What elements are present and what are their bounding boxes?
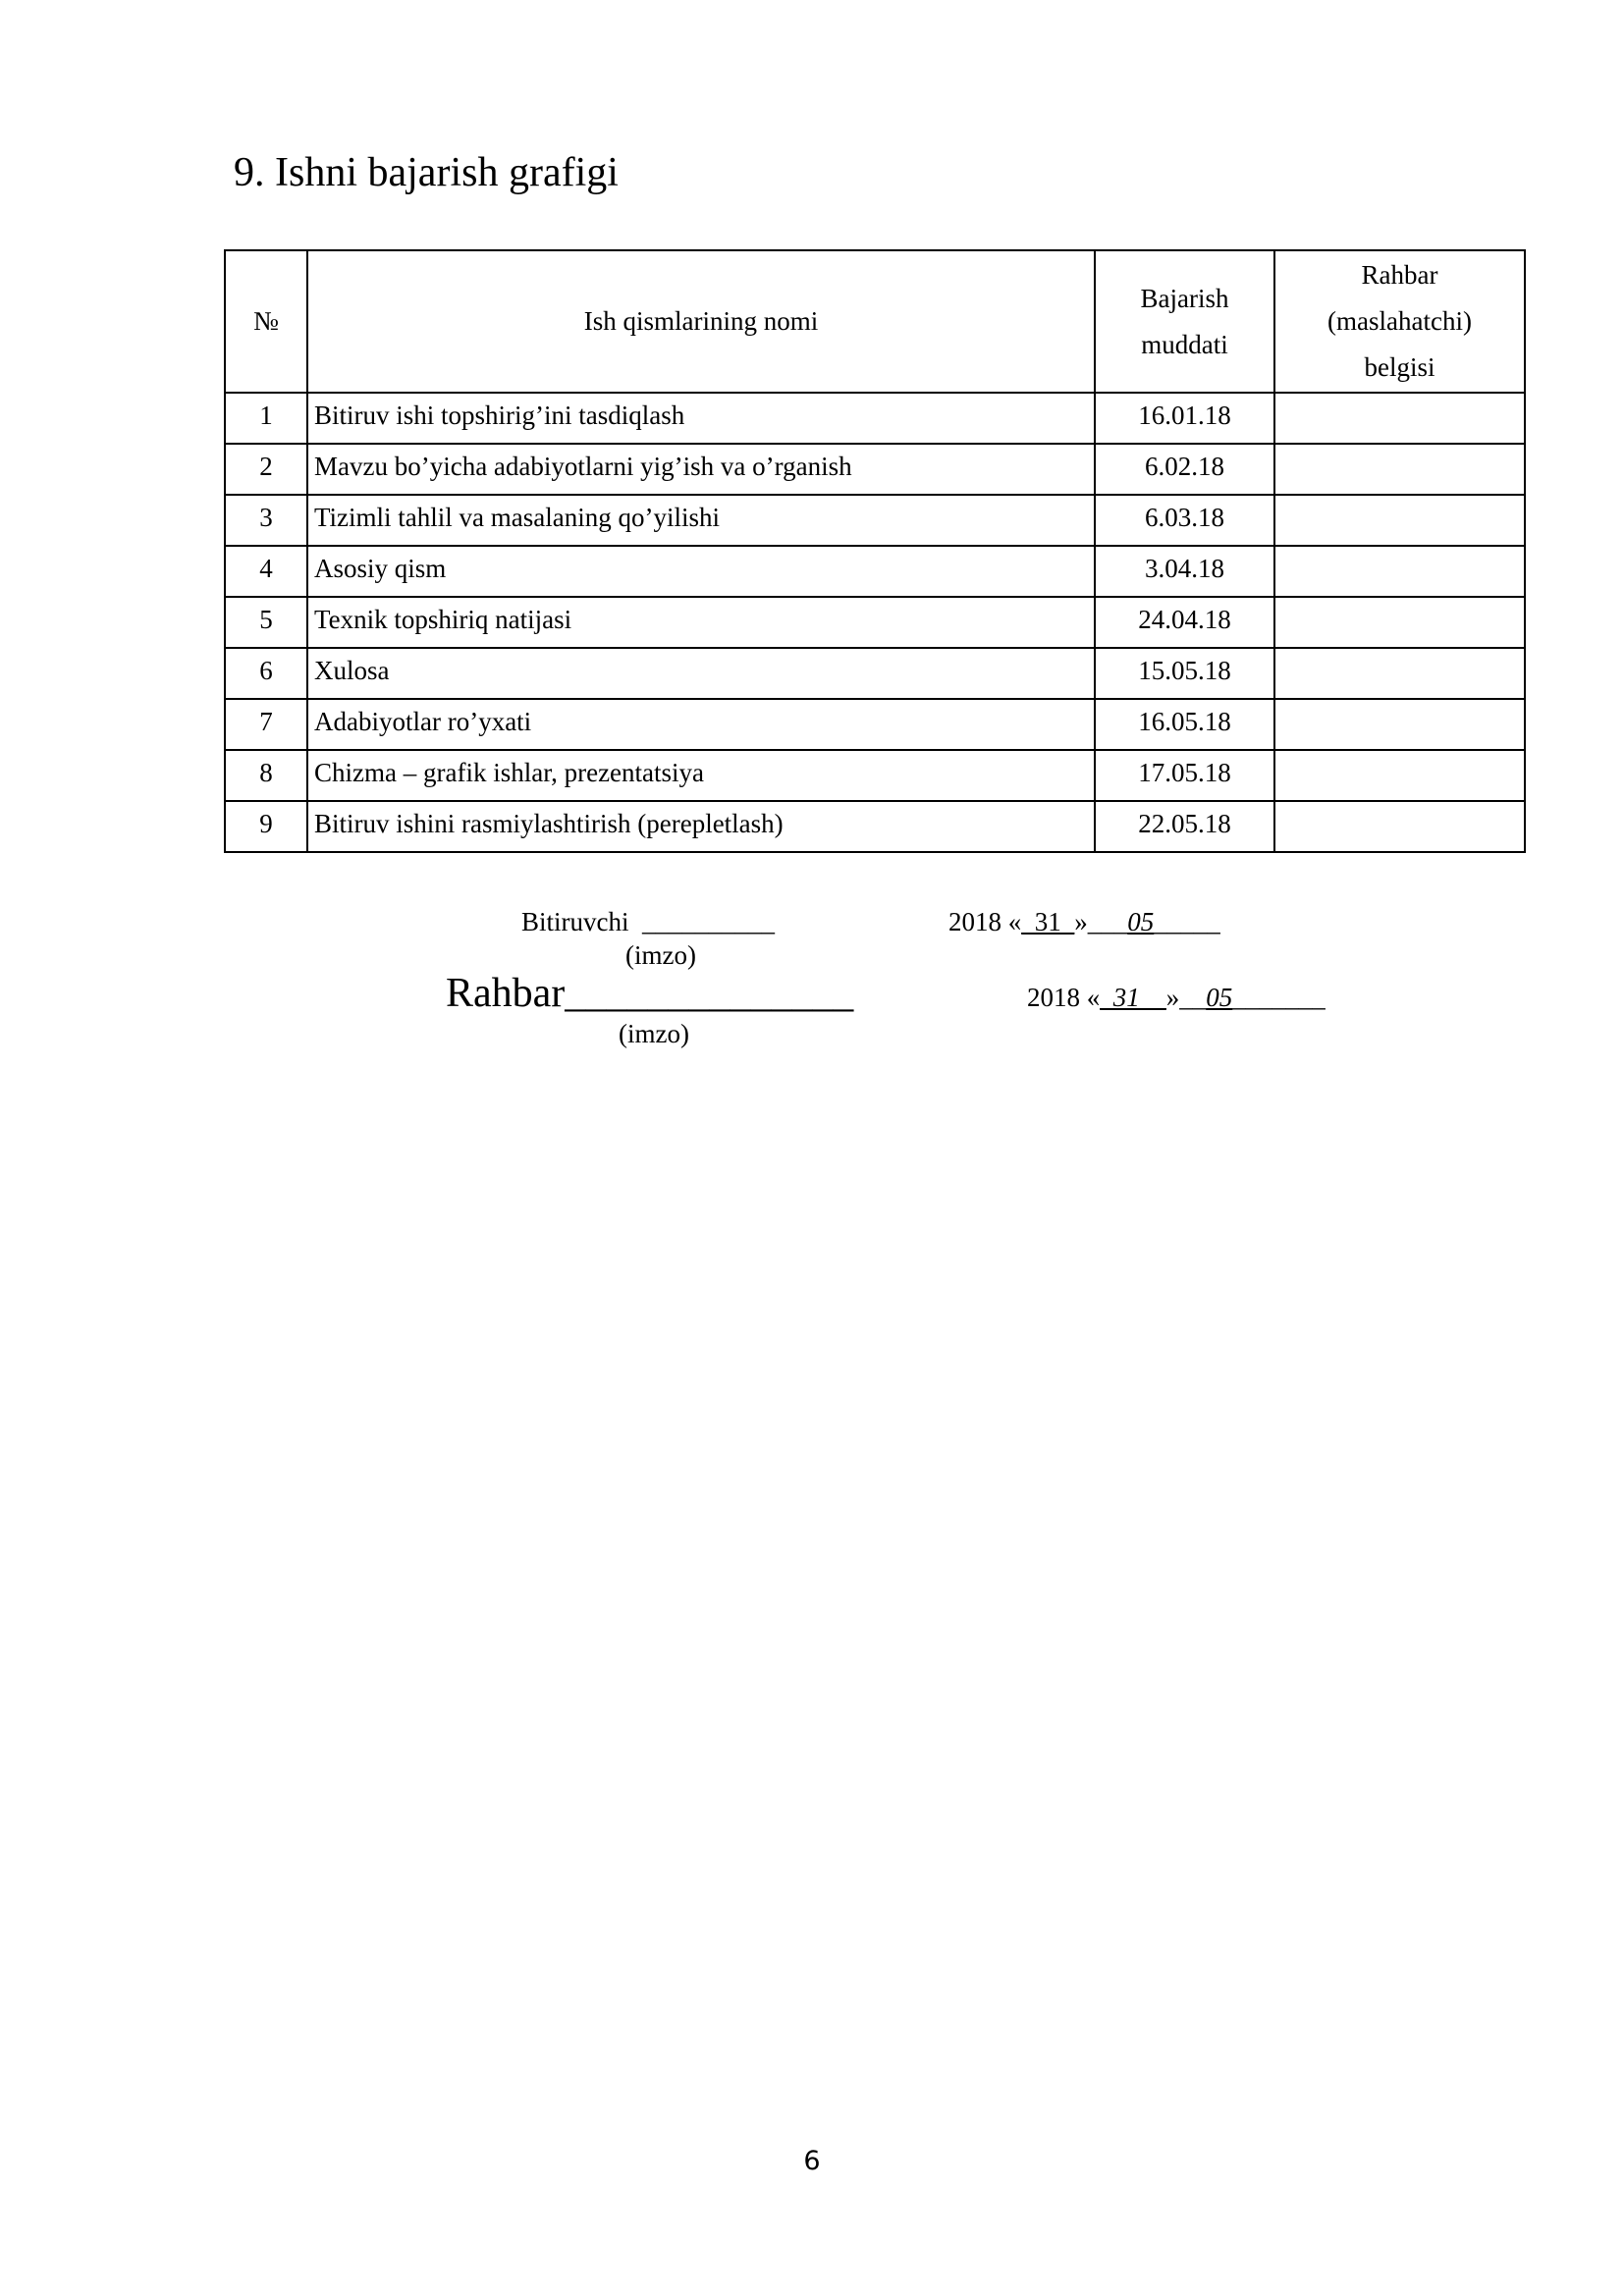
row-advisor-sign	[1274, 444, 1525, 495]
row-advisor-sign	[1274, 495, 1525, 546]
row-number: 3	[225, 495, 307, 546]
header-sign-line-1: Rahbar	[1361, 260, 1438, 290]
row-task-name: Xulosa	[307, 648, 1095, 699]
row-task-name: Bitiruv ishini rasmiylashtirish (perepletlash)	[307, 801, 1095, 852]
header-sign-line-2: (maslahatchi)	[1327, 306, 1472, 336]
row-number: 6	[225, 648, 307, 699]
row-deadline: 15.05.18	[1095, 648, 1274, 699]
row-deadline: 16.01.18	[1095, 393, 1274, 444]
row-task-name: Tizimli tahlil va masalaning qo’yilishi	[307, 495, 1095, 546]
row-task-name: Asosiy qism	[307, 546, 1095, 597]
schedule-table	[224, 249, 1526, 853]
table-row	[225, 801, 1525, 852]
student-imzo-label: (imzo)	[625, 940, 696, 970]
row-deadline: 22.05.18	[1095, 801, 1274, 852]
row-advisor-sign	[1274, 750, 1525, 801]
row-deadline: 3.04.18	[1095, 546, 1274, 597]
row-number: 5	[225, 597, 307, 648]
table-row	[225, 444, 1525, 495]
row-deadline: 17.05.18	[1095, 750, 1274, 801]
advisor-date	[1027, 983, 1326, 1013]
row-advisor-sign	[1274, 648, 1525, 699]
row-deadline: 24.04.18	[1095, 597, 1274, 648]
advisor-date-month: 05	[1206, 983, 1233, 1012]
page-number: 6	[803, 2146, 821, 2176]
header-sign-line-3: belgisi	[1364, 352, 1435, 382]
student-date-year: 2018 «	[948, 907, 1022, 936]
row-task-name: Chizma – grafik ishlar, prezentatsiya	[307, 750, 1095, 801]
row-number: 8	[225, 750, 307, 801]
header-advisor-sign	[1274, 250, 1525, 393]
row-deadline: 6.02.18	[1095, 444, 1274, 495]
student-date-month: 05	[1127, 907, 1155, 936]
student-signature-line	[521, 907, 775, 937]
row-task-name: Bitiruv ishi topshirig’ini tasdiqlash	[307, 393, 1095, 444]
student-signature-blank: __________	[642, 907, 775, 936]
header-deadline-line-2: muddati	[1141, 329, 1228, 359]
row-task-name: Mavzu bo’yicha adabiyotlarni yig’ish va o’rganish	[307, 444, 1095, 495]
table-row	[225, 648, 1525, 699]
student-date-mid: »___	[1074, 907, 1128, 936]
table-row	[225, 495, 1525, 546]
header-number: №	[225, 250, 307, 393]
table-row	[225, 546, 1525, 597]
row-deadline: 6.03.18	[1095, 495, 1274, 546]
header-name: Ish qismlarining nomi	[307, 250, 1095, 393]
row-advisor-sign	[1274, 801, 1525, 852]
advisor-date-end: _______	[1232, 983, 1326, 1012]
table-row	[225, 597, 1525, 648]
row-number: 1	[225, 393, 307, 444]
header-deadline-line-1: Bajarish	[1140, 283, 1229, 313]
advisor-imzo-label: (imzo)	[619, 1019, 689, 1048]
header-deadline	[1095, 250, 1274, 393]
advisor-date-mid: »__	[1165, 983, 1207, 1012]
row-advisor-sign	[1274, 393, 1525, 444]
student-label: Bitiruvchi	[521, 907, 629, 936]
student-date	[948, 907, 1220, 937]
table-row	[225, 699, 1525, 750]
row-task-name: Adabiyotlar ro’yxati	[307, 699, 1095, 750]
advisor-date-day: _31__	[1100, 983, 1166, 1012]
table-header-row	[225, 250, 1525, 393]
advisor-date-year: 2018 «	[1027, 983, 1101, 1012]
table-row	[225, 393, 1525, 444]
page-title: 9. Ishni bajarish grafigi	[234, 150, 619, 195]
row-number: 9	[225, 801, 307, 852]
student-date-day: _31_	[1021, 907, 1075, 936]
row-advisor-sign	[1274, 699, 1525, 750]
row-task-name: Texnik topshiriq natijasi	[307, 597, 1095, 648]
row-deadline: 16.05.18	[1095, 699, 1274, 750]
row-advisor-sign	[1274, 546, 1525, 597]
row-number: 7	[225, 699, 307, 750]
advisor-signature-blank: ______________	[565, 971, 854, 1016]
table-row	[225, 750, 1525, 801]
student-date-end: _____	[1154, 907, 1220, 936]
advisor-signature-line	[446, 970, 853, 1017]
advisor-label: Rahbar	[446, 971, 566, 1016]
row-advisor-sign	[1274, 597, 1525, 648]
row-number: 2	[225, 444, 307, 495]
row-number: 4	[225, 546, 307, 597]
